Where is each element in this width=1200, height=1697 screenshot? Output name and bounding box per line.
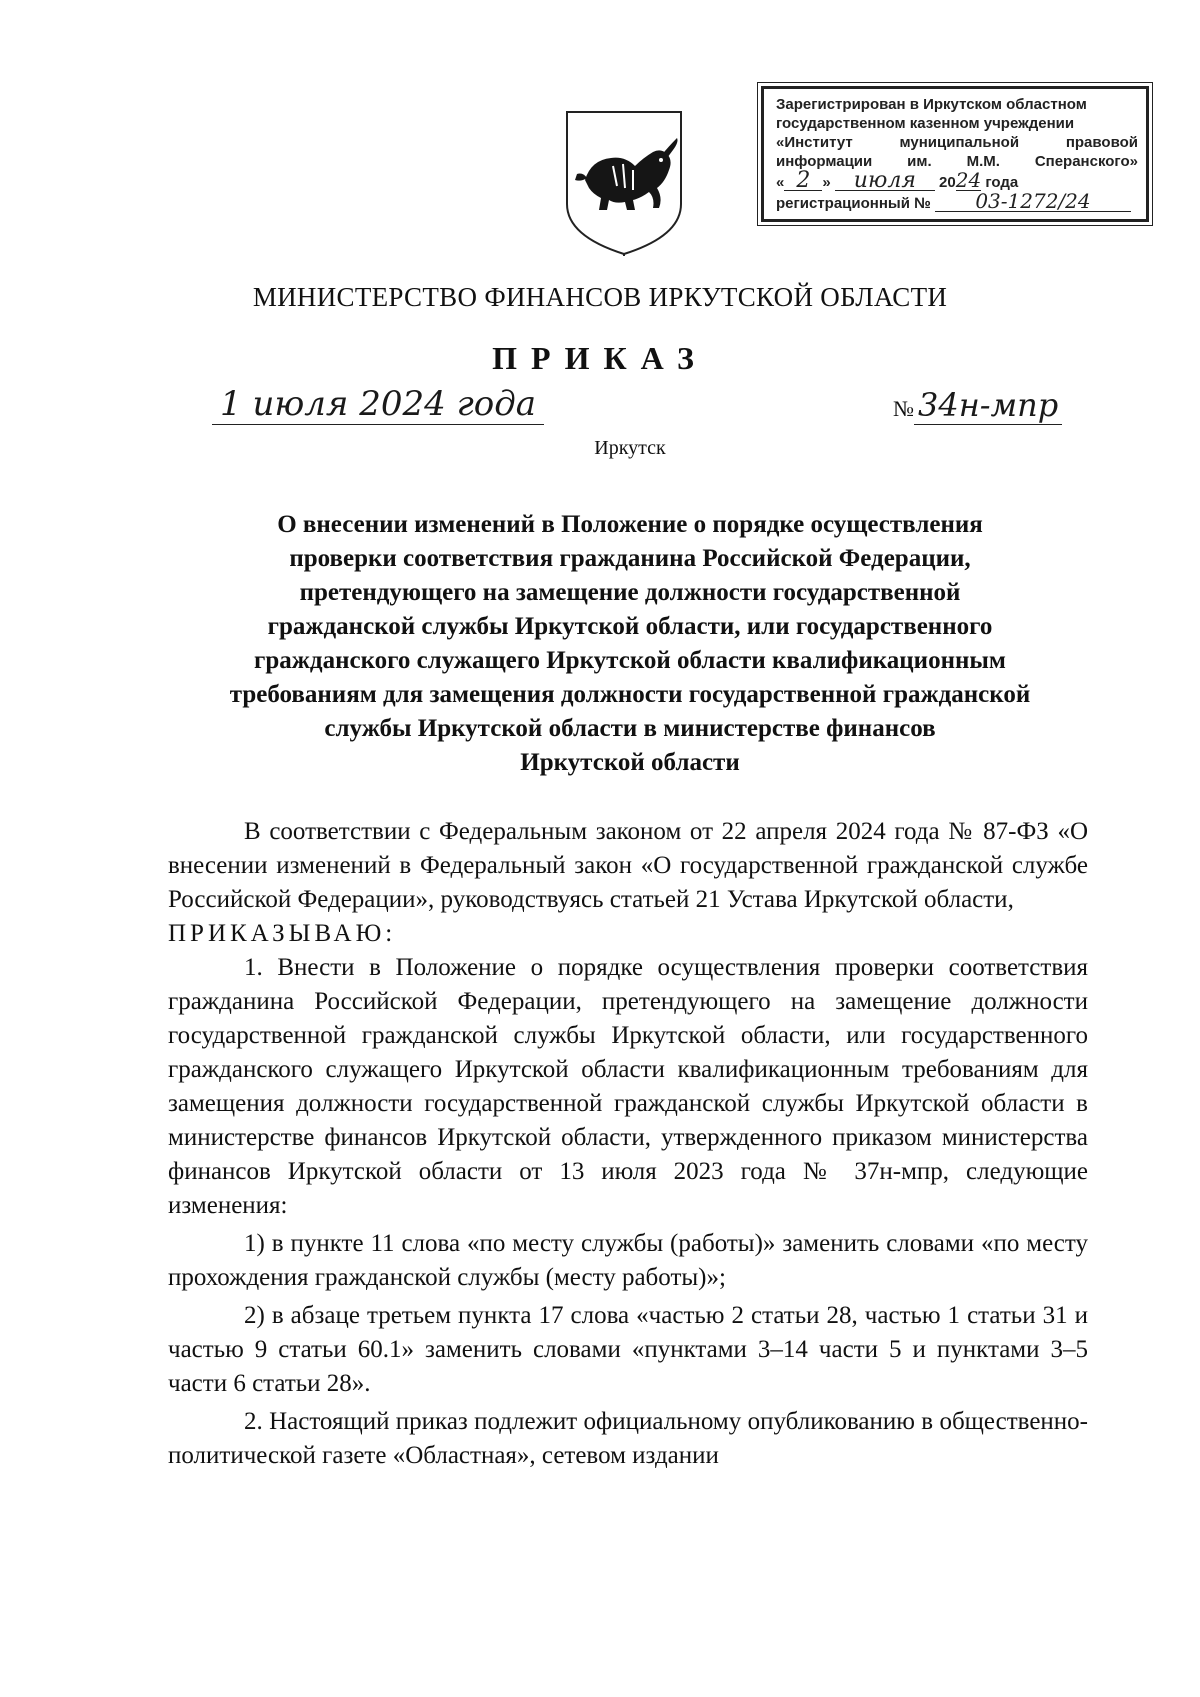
stamp-year-word: года bbox=[985, 174, 1019, 191]
heading-line-1: О внесении изменений в Положение о порядке осуществления bbox=[277, 511, 983, 538]
ministry-name: МИНИСТЕРСТВО ФИНАНСОВ ИРКУТСКОЙ ОБЛАСТИ bbox=[252, 282, 948, 312]
stamp-year-prefix: 20 bbox=[939, 174, 956, 191]
heading-line-3: претендующего на замещение должности государственной bbox=[299, 579, 961, 606]
stamp-year-suffix: 24 bbox=[955, 168, 982, 192]
stamp-reg-label: регистрационный № bbox=[776, 195, 931, 212]
stamp-line-4: информации им. М.М. Сперанского» bbox=[776, 153, 1138, 170]
heading-line-4: гражданской службы Иркутской области, или государственного bbox=[267, 613, 993, 640]
item-2-paragraph: 2. Настоящий приказ подлежит официальному опубликованию в общественно-политической газете «Областная», сетевом издании bbox=[168, 1408, 1088, 1469]
registration-stamp bbox=[761, 86, 1149, 222]
stamp-day: 2 bbox=[784, 171, 822, 191]
heading-line-6: требованиям для замещения должности государственной гражданской bbox=[229, 681, 1031, 708]
heading-line-7: службы Иркутской области в министерстве финансов bbox=[324, 715, 936, 742]
order-word: ПРИКАЗЫВАЮ: bbox=[168, 920, 397, 947]
coat-of-arms-icon bbox=[563, 108, 685, 258]
stamp-line-1: Зарегистрирован в Иркутском областном bbox=[776, 96, 1087, 113]
document-body bbox=[168, 815, 1088, 1473]
item-1-1-paragraph: 1) в пункте 11 слова «по месту службы (работы)» заменить словами «по месту прохождения гражданской службы (месту работы)»; bbox=[168, 1230, 1088, 1291]
city: Иркутск bbox=[594, 437, 666, 459]
heading-line-5: гражданского служащего Иркутской области квалификационным bbox=[254, 647, 1006, 674]
stamp-reg-line bbox=[776, 189, 1138, 213]
stamp-month: июля bbox=[835, 171, 935, 191]
order-date: 1 июля 2024 года bbox=[212, 384, 544, 425]
heading-line-2: проверки соответствия гражданина Российской Федерации, bbox=[289, 545, 971, 572]
stamp-line-3: «Институт муниципальной правовой bbox=[776, 134, 1138, 151]
item-1-paragraph: 1. Внести в Положение о порядке осуществления проверки соответствия гражданина Российской Федерации, претендующего на замещение должности государственной гражданской службы Иркутской области, или государственного гражданского служащего Иркутской области квалификационным требованиям для замещения должности государственной гражданской службы Иркутской области в министерстве финансов Иркутской области, утвержденного приказом министерства финансов Иркутской области от 13 июля 2023 года № 37н-мпр, следующие изменения: bbox=[168, 954, 1088, 1219]
order-number-block bbox=[893, 386, 1062, 424]
order-number-prefix: № bbox=[893, 396, 914, 421]
item-1-2-paragraph: 2) в абзаце третьем пункта 17 слова «частью 2 статьи 28, частью 1 статьи 31 и частью 9 статьи 60.1» заменить словами «пунктами 3–14 части 5 и пунктами 3–5 части 6 статьи 28». bbox=[168, 1302, 1088, 1397]
stamp-reg-number: 03-1272/24 bbox=[935, 192, 1131, 212]
preamble-paragraph: В соответствии с Федеральным законом от 22 апреля 2024 года № 87-ФЗ «О внесении изменений в Федеральный закон «О государственной гражданской службе Российской Федерации», руководствуясь статьей 21 Устава Иркутской области, bbox=[168, 818, 1088, 913]
document-type-title: ПРИКАЗ bbox=[492, 340, 708, 376]
order-subject-heading bbox=[160, 508, 1100, 780]
heading-line-8: Иркутской области bbox=[520, 749, 740, 776]
stamp-line-2: государственном казенном учреждении bbox=[776, 115, 1075, 132]
order-number: 34н-мпр bbox=[914, 386, 1062, 425]
stamp-date-line: « 2 » июля 2024 года bbox=[776, 168, 1019, 193]
